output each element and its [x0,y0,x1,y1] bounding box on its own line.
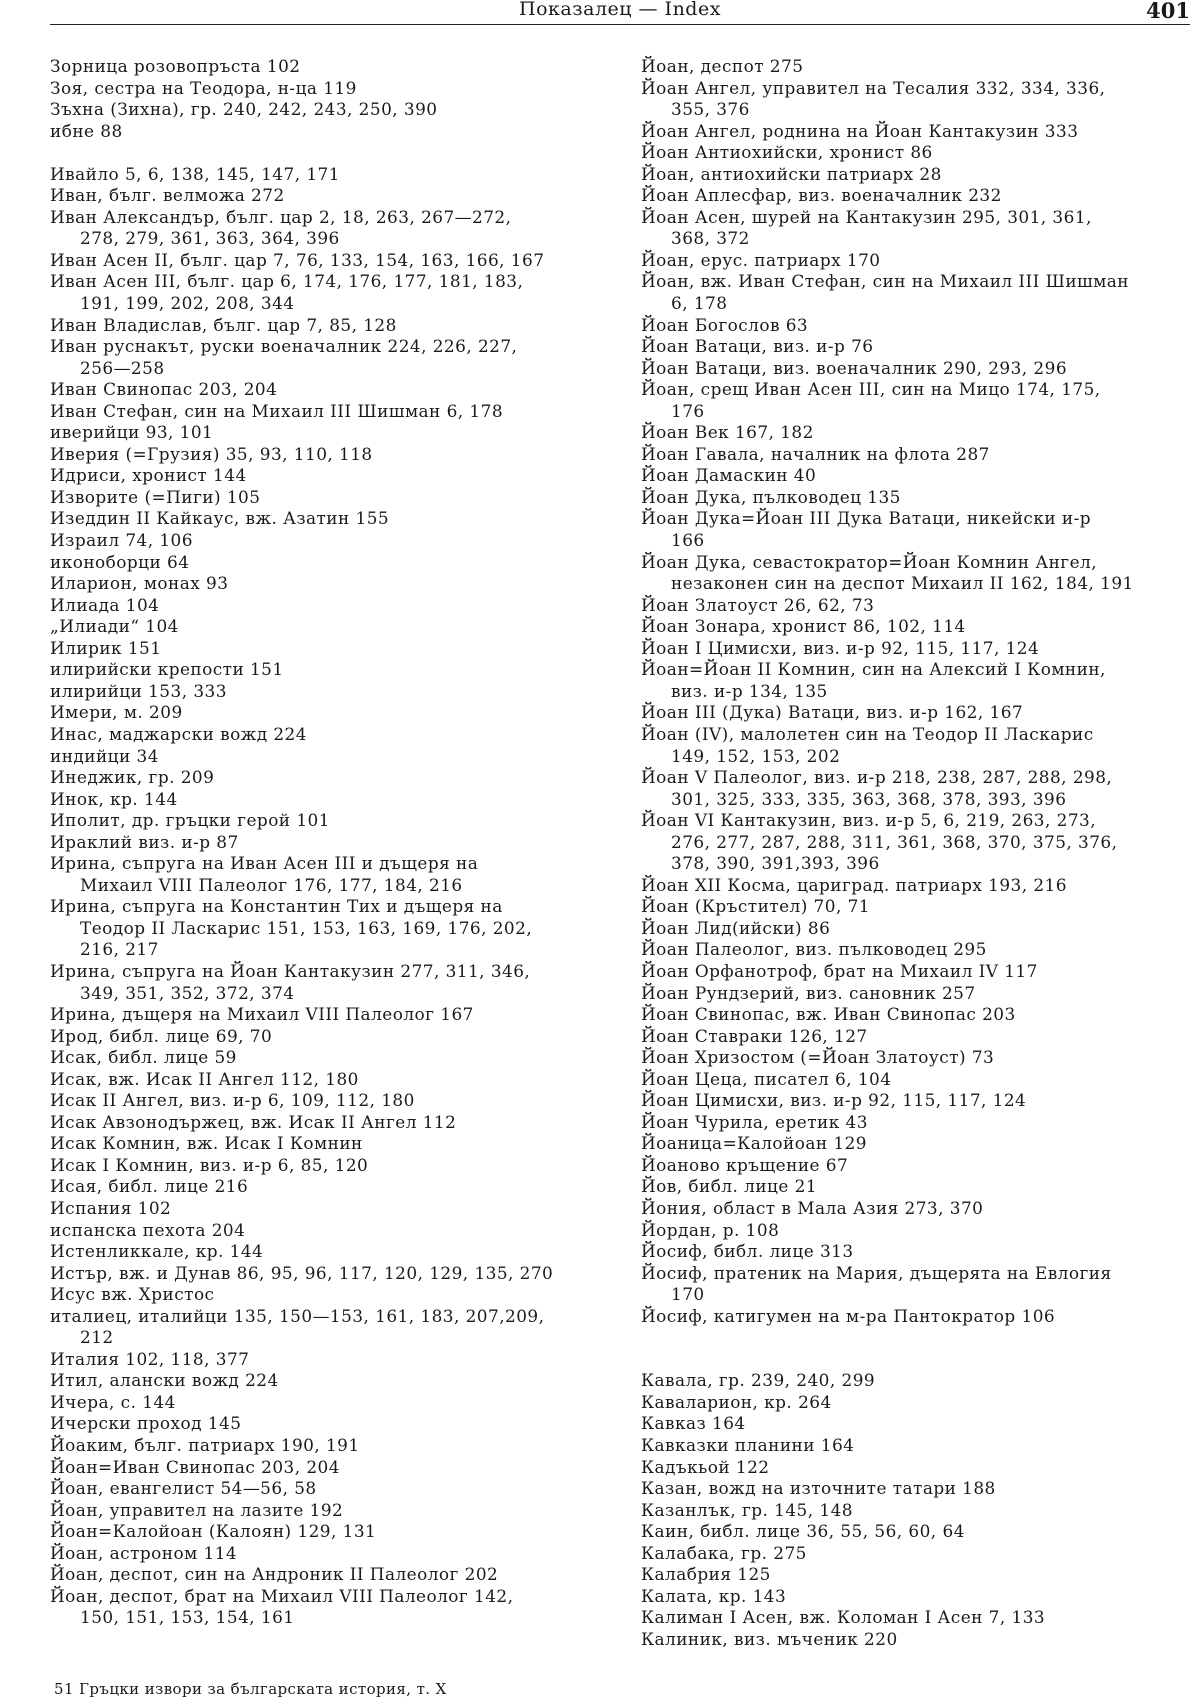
index-entry [641,1629,1199,1651]
index-entry [641,1392,1199,1414]
index-entry-line: виз. и-р 134, 135 [671,680,828,701]
index-entry-line: 368, 372 [671,228,750,249]
page-header [50,0,1190,25]
index-entry [641,702,1199,724]
index-entry [641,918,1199,940]
index-entry-line: Илирик 151 [50,637,162,658]
index-entry-line: Инеджик, гр. 209 [50,767,215,788]
index-entry-line: Инок, кр. 144 [50,788,178,809]
index-entry [50,1478,615,1500]
index-entry-line: Йоан Ставраки 126, 127 [641,1025,868,1046]
index-entry-line: Имери, м. 209 [50,702,183,723]
index-entry-line: 166 [671,530,705,551]
index-entry-line: Ичерски проход 145 [50,1413,242,1434]
index-entry-line: Ирод, библ. лице 69, 70 [50,1025,273,1046]
index-entry-line: Зъхна (Зихна), гр. 240, 242, 243, 250, 390 [50,99,438,120]
index-entry-line: Инас, маджарски вожд 224 [50,723,307,744]
index-entry-line: Йордан, р. 108 [641,1219,780,1240]
index-entry [50,336,615,379]
entry-gap [641,1327,1199,1349]
index-entry [641,1026,1199,1048]
index-entry [50,1026,615,1048]
index-entry-line: Ирина, съпруга на Константин Тих и дъщеря на [50,896,503,917]
index-entry [50,1521,615,1543]
index-entry-line: Исак I Комнин, виз. и-р 6, 85, 120 [50,1154,369,1175]
index-entry-line: Иверия (=Грузия) 35, 93, 110, 118 [50,443,373,464]
index-entry [641,271,1199,314]
index-entry-line: Иполит, др. гръцки герой 101 [50,810,330,831]
index-entry [641,121,1199,143]
index-entry-line: Изеддин II Кайкаус, вж. Азатин 155 [50,508,390,529]
index-entry [50,573,615,595]
index-entry [641,56,1199,78]
index-entry-line: Йоан I Цимисхи, виз. и-р 92, 115, 117, 124 [641,637,1040,658]
index-entry [50,164,615,186]
index-entry [50,638,615,660]
index-entry-line: илирийци 153, 333 [50,680,227,701]
footer-signature: 51 Гръцки извори за българската история, т. X [54,1680,447,1698]
index-entry-line: иверийци 93, 101 [50,422,214,443]
index-entry [50,315,615,337]
index-entry-line: 6, 178 [671,293,728,314]
index-entry-line: илирийски крепости 151 [50,659,284,680]
index-entry [641,336,1199,358]
index-entry-line: Йоан=Йоан II Комнин, син на Алексий I Комнин, [641,659,1106,680]
entry-gap [641,1349,1199,1371]
index-entry-line: Йоан Гавала, началник на флота 287 [641,443,990,464]
page-number: 401 [1146,0,1190,23]
index-entry [641,1112,1199,1134]
index-entry [50,56,615,78]
index-entry [50,1069,615,1091]
index-entry [50,1435,615,1457]
index-entry-line: Йоан Аплесфар, виз. военачалник 232 [641,185,1002,206]
index-entry [50,121,615,143]
index-entry [50,1284,615,1306]
index-entry [641,1478,1199,1500]
index-entry-line: 191, 199, 202, 208, 344 [80,293,295,314]
index-entry-line: Йоан Дамаскин 40 [641,465,817,486]
index-entry [50,1349,615,1371]
index-entry-line: Ирина, дъщеря на Михаил VIII Палеолог 167 [50,1004,474,1025]
index-entry-line: Исак, библ. лице 59 [50,1047,237,1068]
index-entry-line: Йоан Орфанотроф, брат на Михаил IV 117 [641,960,1038,981]
index-entry [50,250,615,272]
index-entry [50,681,615,703]
index-entry [50,1413,615,1435]
index-entry [50,616,615,638]
index-entry [50,444,615,466]
index-entry-line: 170 [671,1284,705,1305]
index-entry-line: Йоан Ангел, управител на Тесалия 332, 334, 336, [641,77,1106,98]
index-entry-line: Йоан (IV), малолетен син на Теодор II Ласкарис [641,723,1094,744]
index-entry [641,1090,1199,1112]
index-entry-line: Йосиф, пратеник на Мария, дъщерята на Евлогия [641,1262,1112,1283]
index-entry [641,1047,1199,1069]
index-entry-line: Ирина, съпруга на Йоан Кантакузин 277, 311, 346, [50,960,531,981]
index-entry-line: Зорница розовопръста 102 [50,56,301,76]
index-entry-line: Йоан Богослов 63 [641,314,809,335]
index-entry [50,746,615,768]
index-entry-line: Йоаница=Калойоан 129 [641,1133,867,1154]
index-entry-line: индийци 34 [50,745,159,766]
index-entry [641,767,1199,810]
index-entry [50,659,615,681]
entry-gap [50,142,615,164]
index-entry [641,207,1199,250]
index-entry-line: Йосиф, библ. лице 313 [641,1241,854,1262]
running-title: Показалец — Index [519,0,721,20]
index-entry [641,1133,1199,1155]
index-entry [50,1241,615,1263]
index-entry [50,1220,615,1242]
index-entry [641,1198,1199,1220]
index-entry [50,1306,615,1349]
index-entry-line: Иларион, монах 93 [50,573,229,594]
index-entry [50,1586,615,1629]
index-entry [50,724,615,746]
index-entry-line: Йоан Рундзерий, виз. сановник 257 [641,982,976,1003]
index-entry-line: Исак II Ангел, виз. и-р 6, 109, 112, 180 [50,1090,415,1111]
index-entry [50,1564,615,1586]
index-entry-line: Иван Александър, бълг. цар 2, 18, 263, 267—272, [50,206,512,227]
index-entry [641,638,1199,660]
index-entry-line: Исак, вж. Исак II Ангел 112, 180 [50,1068,359,1089]
index-entry-line: Йоан=Иван Свинопас 203, 204 [50,1456,340,1477]
index-entry-line: Исак Комнин, вж. Исак I Комнин [50,1133,363,1154]
index-entry-line: 276, 277, 287, 288, 311, 361, 368, 370, 375, 376, [671,831,1118,852]
index-entry-line: Йоан Зонара, хронист 86, 102, 114 [641,616,966,637]
index-entry [50,530,615,552]
index-entry-line: Йоан Асен, шурей на Кантакузин 295, 301, 361, [641,206,1092,227]
index-entry-line: 216, 217 [80,939,159,960]
index-entry-line: Йоан Хризостом (=Йоан Златоуст) 73 [641,1047,995,1068]
index-entry-line: Зоя, сестра на Теодора, н-ца 119 [50,77,357,98]
index-entry-line: Идриси, хронист 144 [50,465,247,486]
index-entry [50,185,615,207]
index-entry-line: Илиада 104 [50,594,160,615]
index-entry [641,1176,1199,1198]
index-entry [50,1176,615,1198]
index-entry-line: Йоан, ерус. патриарх 170 [641,249,881,270]
index-entry-line: Йоан Свинопас, вж. Иван Свинопас 203 [641,1004,1016,1025]
index-entry-line: 278, 279, 361, 363, 364, 396 [80,228,340,249]
index-entry-line: Йоан Цимисхи, виз. и-р 92, 115, 117, 124 [641,1090,1027,1111]
index-entry-line: Йоан Цеца, писател 6, 104 [641,1068,892,1089]
index-entry-line: Йоан, управител на лазите 192 [50,1499,344,1520]
index-entry [50,1133,615,1155]
index-entry [641,508,1199,551]
index-entry [50,379,615,401]
index-entry [641,961,1199,983]
index-entry [50,1198,615,1220]
index-entry-line: Кавказки планини 164 [641,1435,855,1455]
index-entry [50,789,615,811]
index-entry [641,315,1199,337]
index-entry [641,444,1199,466]
index-entry-line: Йов, библ. лице 21 [641,1176,818,1197]
index-entry [50,1004,615,1026]
index-entry [641,185,1199,207]
index-entry-line: Йоан VI Кантакузин, виз. и-р 5, 6, 219, 263, 273, [641,810,1097,831]
index-entry-line: ибне 88 [50,120,123,141]
index-entry-line: Исак Авзонодържец, вж. Исак II Ангел 112 [50,1111,457,1132]
index-entry-line: 176 [671,400,705,421]
index-entry [641,1607,1199,1629]
index-entry-line: Каваларион, кр. 264 [641,1391,832,1412]
index-entry [641,939,1199,961]
index-entry-line: Йоан Дука, севастократор=Йоан Комнин Ангел, [641,551,1098,572]
index-entry-line: Йоан Ангел, роднина на Йоан Кантакузин 333 [641,120,1079,141]
index-entry-line: Калиман I Асен, вж. Коломан I Асен 7, 133 [641,1607,1046,1628]
index-entry [50,99,615,121]
index-entry-line: незаконен син на деспот Михаил II 162, 184, 191 [671,573,1134,594]
index-entry-line: Калата, кр. 143 [641,1585,787,1606]
index-entry [641,1306,1199,1328]
index-entry [641,1543,1199,1565]
index-entry [641,659,1199,702]
index-entry-line: Йоан (Кръстител) 70, 71 [641,896,870,917]
index-entry [50,207,615,250]
index-entry-line: Иван Владислав, бълг. цар 7, 85, 128 [50,314,397,335]
index-entry-line: Ираклий виз. и-р 87 [50,831,239,852]
index-entry-line: 349, 351, 352, 372, 374 [80,982,295,1003]
index-entry-line: Казанлък, гр. 145, 148 [641,1499,853,1520]
index-entry-line: Калабрия 125 [641,1564,771,1585]
index-entry-line: Казан, вожд на източните татари 188 [641,1478,996,1499]
index-entry [641,1413,1199,1435]
index-entry-line: Йосиф, катигумен на м-ра Пантократор 106 [641,1305,1056,1326]
index-entry-line: Йоан, вж. Иван Стефан, син на Михаил III Шишман [641,271,1130,292]
index-entry-line: Йоан Чурила, еретик 43 [641,1111,868,1132]
index-entry [641,1521,1199,1543]
index-entry-line: Йоан Век 167, 182 [641,422,814,443]
index-entry-line: Михаил VIII Палеолог 176, 177, 184, 216 [80,874,463,895]
index-entry-line: Иван Стефан, син на Михаил III Шишман 6, 178 [50,400,504,421]
index-entry-line: Ивайло 5, 6, 138, 145, 147, 171 [50,163,340,184]
index-entry-line: Йоан Антиохийски, хронист 86 [641,142,933,163]
index-entry [641,552,1199,595]
index-entry-line: Ирина, съпруга на Иван Асен III и дъщеря на [50,853,479,874]
index-entry [641,1220,1199,1242]
index-column-right [641,56,1199,1650]
index-entry-line: Йоан, астроном 114 [50,1542,238,1563]
index-entry-line: Йоан XII Косма, цариград. патриарх 193, 216 [641,874,1067,895]
index-entry [50,810,615,832]
index-entry [50,78,615,100]
index-entry-line: 355, 376 [671,99,750,120]
index-entry [641,616,1199,638]
index-entry [641,487,1199,509]
index-entry [641,1241,1199,1263]
index-entry [641,1263,1199,1306]
index-entry [50,1500,615,1522]
index-entry-line: Иван руснакът, руски военачалник 224, 226, 227, [50,336,518,357]
index-entry-line: Йоан Златоуст 26, 62, 73 [641,594,875,615]
index-entry-line: Теодор II Ласкарис 151, 153, 163, 169, 176, 202, [80,917,533,938]
index-entry-line: Кавала, гр. 239, 240, 299 [641,1370,876,1391]
index-entry-line: Италия 102, 118, 377 [50,1348,250,1369]
index-entry [50,1370,615,1392]
index-entry [641,250,1199,272]
index-entry-line: Кадъкьой 122 [641,1456,770,1477]
index-entry [641,379,1199,422]
index-entry-line: 149, 152, 153, 202 [671,745,841,766]
index-entry [641,78,1199,121]
index-entry [50,271,615,314]
index-entry-line: Йония, област в Мала Азия 273, 370 [641,1197,984,1218]
index-entry-line: Иван Асен III, бълг. цар 6, 174, 176, 177, 181, 183, [50,271,524,292]
index-entry [641,422,1199,444]
index-entry [50,853,615,896]
index-entry-line: Итил, алански вожд 224 [50,1370,279,1391]
index-entry [50,401,615,423]
index-entry [50,1047,615,1069]
index-entry-line: Иван Свинопас 203, 204 [50,379,278,400]
index-entry-line: Йоан Дука, пълководец 135 [641,486,901,507]
index-entry-line: Истър, вж. и Дунав 86, 95, 96, 117, 120, 129, 135, 270 [50,1262,554,1283]
index-entry-line: Исус вж. Христос [50,1284,215,1305]
index-column-left [50,56,615,1629]
index-entry [641,724,1199,767]
index-entry-line: Йоан, деспот, брат на Михаил VIII Палеолог 142, [50,1585,514,1606]
index-entry [641,1435,1199,1457]
index-entry [50,1457,615,1479]
index-entry [50,1090,615,1112]
index-entry-line: Йоан Лид(ийски) 86 [641,917,831,938]
index-entry-line: Кавказ 164 [641,1413,746,1434]
index-entry-line: италиец, италийци 135, 150—153, 161, 183, 207,209, [50,1305,545,1326]
index-entry [50,595,615,617]
index-entry-line: Йоан Палеолог, виз. пълководец 295 [641,939,987,960]
index-entry-line: Йоан=Калойоан (Калоян) 129, 131 [50,1521,377,1542]
index-entry-line: Калиник, виз. мъченик 220 [641,1628,898,1649]
index-entry-line: иконоборци 64 [50,551,190,572]
index-entry [50,961,615,1004]
index-entry [50,1112,615,1134]
index-entry [641,1500,1199,1522]
index-entry [641,164,1199,186]
index-entry [50,465,615,487]
index-entry-line: 150, 151, 153, 154, 161 [80,1607,295,1628]
index-entry-line: Йоан Ватаци, виз. и-р 76 [641,336,874,357]
index-entry [641,983,1199,1005]
index-entry [641,896,1199,918]
index-entry-line: Йоаким, бълг. патриарх 190, 191 [50,1435,360,1455]
index-entry-line: Иван Асен II, бълг. цар 7, 76, 133, 154, 163, 166, 167 [50,249,545,270]
index-entry [50,767,615,789]
index-entry-line: Йоан III (Дука) Ватаци, виз. и-р 162, 167 [641,702,1024,723]
index-entry [641,1457,1199,1479]
index-entry-line: Йоан, деспот 275 [641,56,804,76]
index-entry-line: Йоаново кръщение 67 [641,1154,849,1175]
index-entry [641,142,1199,164]
index-entry-line: 378, 390, 391,393, 396 [671,853,880,874]
index-entry-line: 212 [80,1327,114,1348]
index-entry-line: Йоан Дука=Йоан III Дука Ватаци, никейски и-р [641,508,1091,529]
index-entry [50,832,615,854]
index-entry-line: Исая, библ. лице 216 [50,1176,249,1197]
index-entry [50,1263,615,1285]
index-entry-line: Каин, библ. лице 36, 55, 56, 60, 64 [641,1521,965,1542]
index-entry-line: 301, 325, 333, 335, 363, 368, 378, 393, 396 [671,788,1067,809]
index-entry-line: Йоан, евангелист 54—56, 58 [50,1478,317,1499]
index-entry-line: 256—258 [80,357,165,378]
index-entry [641,1370,1199,1392]
index-entry [641,358,1199,380]
index-entry-line: Иван, бълг. велможа 272 [50,185,285,206]
index-entry [641,465,1199,487]
index-entry [50,508,615,530]
index-entry-line: Испания 102 [50,1197,172,1218]
index-entry [641,1069,1199,1091]
index-entry [641,1155,1199,1177]
index-entry-line: „Илиади“ 104 [50,616,179,637]
index-entry-line: Истенликкале, кр. 144 [50,1241,264,1262]
index-entry-line: Ичера, с. 144 [50,1391,176,1412]
index-entry-line: Калабака, гр. 275 [641,1542,807,1563]
index-entry [50,896,615,961]
index-entry-line: Израил 74, 106 [50,530,193,551]
index-entry [641,595,1199,617]
index-entry-line: Изворите (=Пиги) 105 [50,486,261,507]
index-entry [641,1586,1199,1608]
index-entry-line: испанска пехота 204 [50,1219,246,1240]
index-entry [50,422,615,444]
index-entry [641,810,1199,875]
index-entry [50,1392,615,1414]
index-entry [50,487,615,509]
index-entry-line: Йоан Ватаци, виз. военачалник 290, 293, 296 [641,357,1068,378]
index-entry-line: Йоан, антиохийски патриарх 28 [641,163,942,184]
index-entry [50,552,615,574]
index-entry [50,1543,615,1565]
index-entry [641,1004,1199,1026]
index-entry [641,875,1199,897]
index-entry [50,702,615,724]
index-entry [50,1155,615,1177]
index-entry-line: Йоан, деспот, син на Андроник II Палеолог 202 [50,1564,499,1585]
index-entry [641,1564,1199,1586]
index-entry-line: Йоан, срещ Иван Асен III, син на Мицо 174, 175, [641,379,1101,400]
index-entry-line: Йоан V Палеолог, виз. и-р 218, 238, 287, 288, 298, [641,767,1113,788]
